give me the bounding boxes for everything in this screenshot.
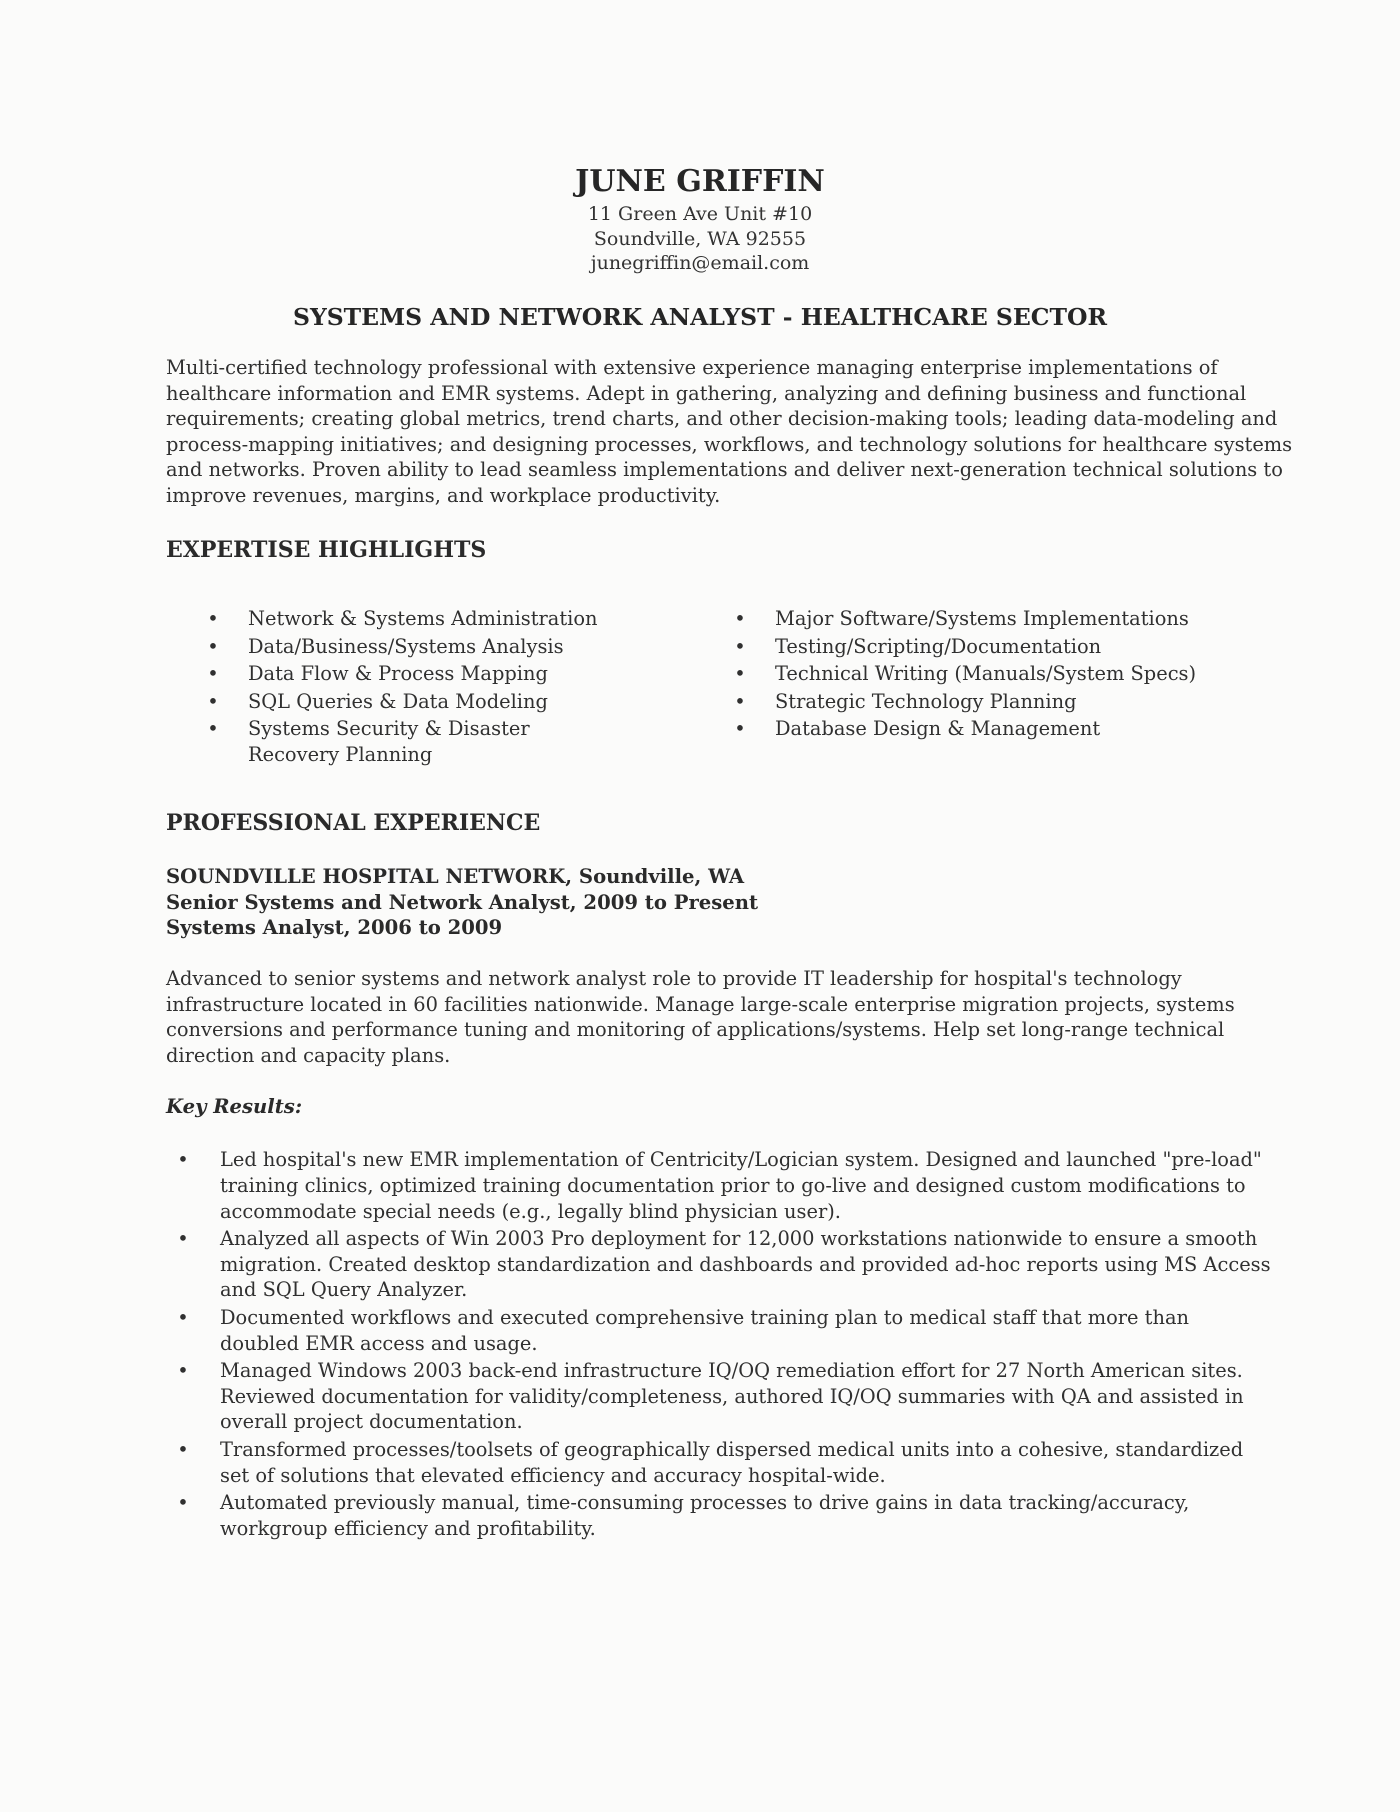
result-line: overall project documentation.: [220, 1410, 523, 1434]
expertise-heading: EXPERTISE HIGHLIGHTS: [166, 537, 487, 563]
result-line: migration. Created desktop standardization and dashboards and provided ad-hoc reports using MS Access: [220, 1252, 1271, 1276]
list-item: [733, 661, 1203, 687]
description-line: Advanced to senior systems and network analyst role to provide IT leadership for hospital's technology: [166, 967, 1182, 990]
bullet-icon: •: [177, 1358, 189, 1382]
role-title: Senior Systems and Network Analyst, 2009 to Present: [166, 890, 759, 914]
bullet-icon: •: [734, 717, 746, 740]
expertise-item: Systems Security & Disaster Recovery Planning: [248, 717, 530, 766]
bullet-icon: •: [177, 1490, 189, 1514]
bullet-icon: •: [177, 1148, 189, 1171]
expertise-item: Strategic Technology Planning: [775, 689, 1077, 713]
experience-heading: PROFESSIONAL EXPERIENCE: [166, 810, 541, 836]
resume-header: [0, 162, 1400, 276]
candidate-name: JUNE GRIFFIN: [575, 164, 825, 199]
expertise-item: Testing/Scripting/Documentation: [775, 634, 1102, 658]
summary-line: requirements; creating global metrics, trend charts, and other decision-making tools; leading data-modeling and: [166, 407, 1278, 431]
role-title: Systems Analyst, 2006 to 2009: [166, 916, 503, 939]
list-item: [176, 1147, 1262, 1224]
result-line: workgroup efficiency and profitability.: [220, 1516, 596, 1540]
bullet-icon: •: [734, 689, 746, 713]
expertise-item: Major Software/Systems Implementations: [775, 607, 1189, 630]
bullet-icon: •: [734, 662, 746, 685]
expertise-column-left: [206, 606, 626, 769]
expertise-item: Database Design & Management: [775, 717, 1101, 740]
description-line: infrastructure located in 60 facilities nationwide. Manage large-scale enterprise migration projects, systems: [166, 992, 1235, 1016]
address-line-1: 11 Green Ave Unit #10: [587, 203, 813, 225]
list-item: [206, 689, 626, 715]
list-item: [176, 1305, 1236, 1357]
summary-line: and networks. Proven ability to lead seamless implementations and deliver next-generation technical solutions to: [166, 458, 1283, 482]
result-line: Reviewed documentation for validity/completeness, authored IQ/OQ summaries with QA and assisted in: [220, 1384, 1244, 1408]
result-line: Analyzed all aspects of Win 2003 Pro deployment for 12,000 workstations nationwide to ensure a smooth: [220, 1226, 1258, 1250]
bullet-icon: •: [207, 607, 219, 630]
expertise-item: Network & Systems Administration: [248, 607, 598, 630]
employer-name: SOUNDVILLE HOSPITAL NETWORK, Soundville, WA: [166, 865, 745, 888]
bullet-icon: •: [207, 717, 219, 740]
bullet-icon: •: [207, 634, 219, 658]
result-line: and SQL Query Analyzer.: [220, 1278, 468, 1302]
result-line: Documented workflows and executed comprehensive training plan to medical staff that more than: [220, 1305, 1189, 1329]
list-item: [176, 1490, 1236, 1542]
job-title: SYSTEMS AND NETWORK ANALYST - HEALTHCARE SECTOR: [292, 303, 1108, 331]
list-item: [733, 716, 1203, 742]
list-item: [176, 1358, 1244, 1435]
result-line: accommodate special needs (e.g., legally blind physician user).: [220, 1199, 841, 1223]
bullet-icon: •: [177, 1226, 189, 1250]
bullet-icon: •: [207, 662, 219, 685]
description-line: conversions and performance tuning and monitoring of applications/systems. Help set long-range technical: [166, 1018, 1225, 1041]
bullet-icon: •: [177, 1305, 189, 1329]
expertise-item: Technical Writing (Manuals/System Specs): [775, 662, 1197, 685]
list-item: [206, 661, 626, 687]
bullet-icon: •: [734, 634, 746, 658]
summary-line: Multi-certified technology professional with extensive experience managing enterprise implementations of: [166, 356, 1218, 379]
list-item: [206, 606, 626, 632]
summary-line: process-mapping initiatives; and designing processes, workflows, and technology solutions for healthcare systems: [166, 432, 1293, 456]
expertise-item: SQL Queries & Data Modeling: [248, 689, 548, 713]
description-line: direction and capacity plans.: [166, 1043, 451, 1067]
result-line: Automated previously manual, time-consuming processes to drive gains in data tracking/accuracy,: [220, 1490, 1190, 1514]
expertise-column-right: [733, 606, 1203, 744]
summary-line: healthcare information and EMR systems. Adept in gathering, analyzing and defining business and functional: [166, 381, 1247, 405]
result-line: Led hospital's new EMR implementation of Centricity/Logician system. Designed and launched "pre-load": [220, 1148, 1262, 1171]
bullet-icon: •: [177, 1437, 189, 1461]
key-results-label: Key Results:: [166, 1095, 303, 1118]
list-item: [733, 689, 1203, 715]
expertise-item: Data Flow & Process Mapping: [248, 662, 548, 685]
experience-description: [166, 966, 1246, 1068]
list-item: [176, 1226, 1271, 1303]
address-line-2: Soundville, WA 92555: [593, 227, 807, 250]
result-line: set of solutions that elevated efficiency and accuracy hospital-wide.: [220, 1463, 886, 1487]
key-results-list: [176, 1147, 1271, 1543]
summary-line: improve revenues, margins, and workplace productivity.: [166, 483, 721, 507]
list-item: [206, 634, 626, 660]
employer-block: [166, 864, 758, 941]
summary-paragraph: [166, 355, 1293, 509]
expertise-item: Data/Business/Systems Analysis: [248, 634, 564, 658]
list-item: [176, 1437, 1244, 1489]
bullet-icon: •: [734, 607, 746, 630]
list-item: [733, 634, 1203, 660]
bullet-icon: •: [207, 689, 219, 713]
list-item: [733, 606, 1203, 632]
result-line: Transformed processes/toolsets of geographically dispersed medical units into a cohesive, standardized: [220, 1437, 1244, 1461]
result-line: Managed Windows 2003 back-end infrastructure IQ/OQ remediation effort for 27 North American sites.: [220, 1358, 1243, 1382]
result-line: doubled EMR access and usage.: [220, 1331, 538, 1355]
email-address: junegriffin@email.com: [590, 252, 810, 274]
list-item: [206, 716, 626, 767]
result-line: training clinics, optimized training documentation prior to go-live and designed custom modifications to: [220, 1173, 1246, 1197]
